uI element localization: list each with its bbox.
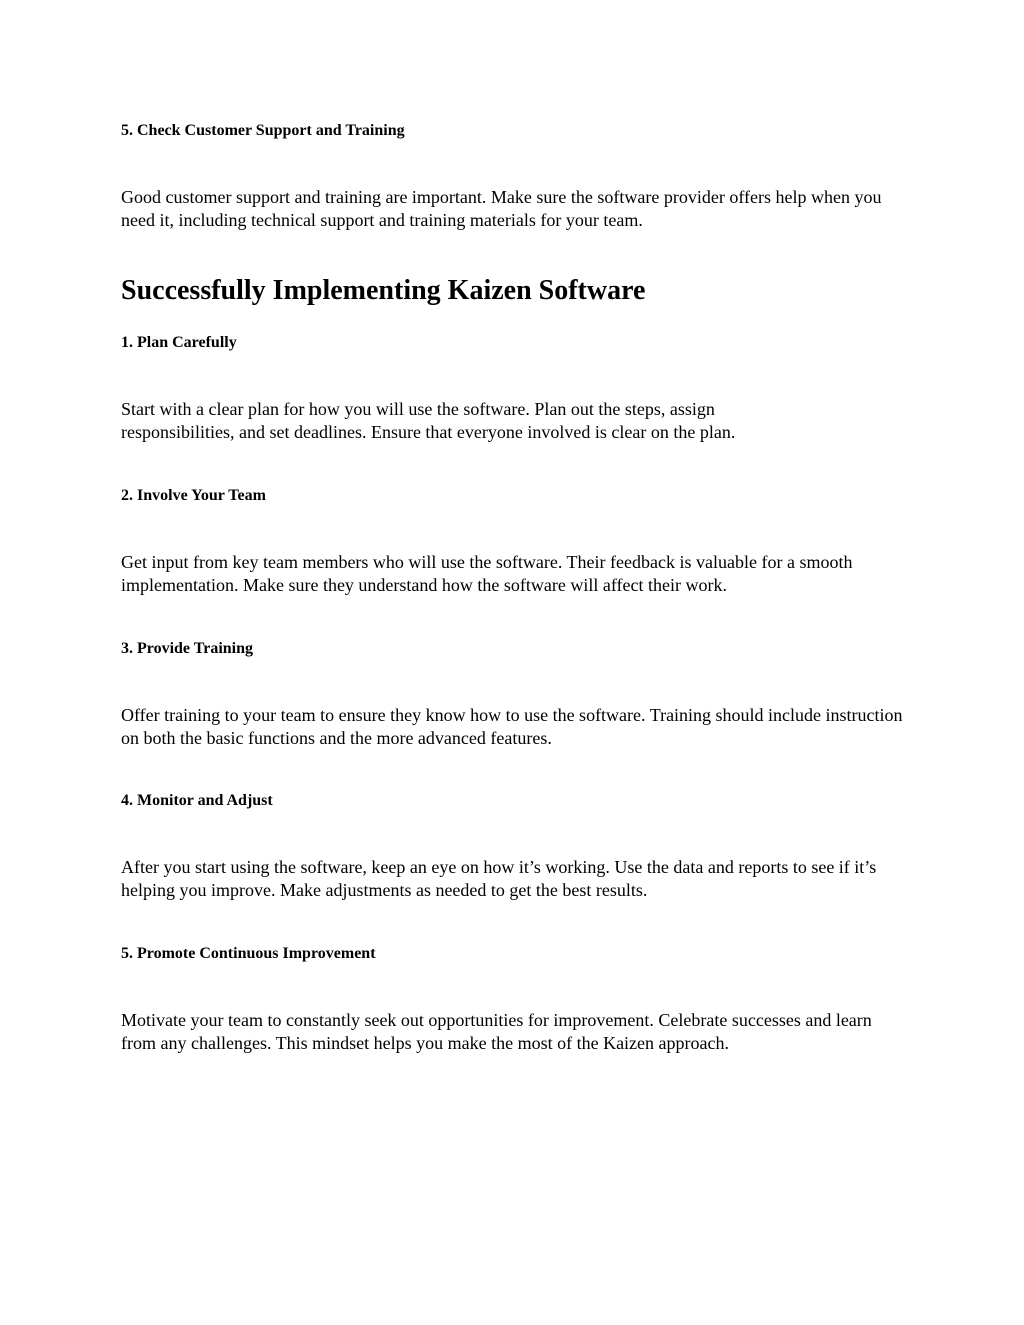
step-heading-plan: 1. Plan Carefully: [121, 334, 237, 351]
step-body-continuous-improvement: Motivate your team to constantly seek out opportunities for improvement. Celebrate successes and learn from any challenges. This mindset helps you make the most of the Kaizen approach.: [121, 1010, 872, 1053]
step-body-training: Offer training to your team to ensure they know how to use the software. Training should include instruction on both the basic functions and the more advanced features.: [121, 705, 903, 748]
step-heading-involve-team: 2. Involve Your Team: [121, 487, 266, 504]
main-heading: Successfully Implementing Kaizen Software: [121, 275, 646, 306]
step-body-involve-team: Get input from key team members who will use the software. Their feedback is valuable for a smooth implementation. Make sure they understand how the software will affect their work.: [121, 552, 853, 595]
section-body-customer-support: Good customer support and training are important. Make sure the software provider offers help when you need it, including technical support and training materials for your team.: [121, 187, 882, 230]
step-body-monitor: After you start using the software, keep an eye on how it’s working. Use the data and reports to see if it’s helping you improve. Make adjustments as needed to get the best results.: [121, 857, 877, 900]
step-body-plan: Start with a clear plan for how you will use the software. Plan out the steps, assign responsibilities, and set deadlines. Ensure that everyone involved is clear on the plan.: [121, 399, 736, 442]
step-heading-continuous-improvement: 5. Promote Continuous Improvement: [121, 945, 376, 962]
section-heading-customer-support: 5. Check Customer Support and Training: [121, 122, 405, 139]
step-heading-monitor: 4. Monitor and Adjust: [121, 792, 273, 809]
step-heading-training: 3. Provide Training: [121, 640, 254, 657]
